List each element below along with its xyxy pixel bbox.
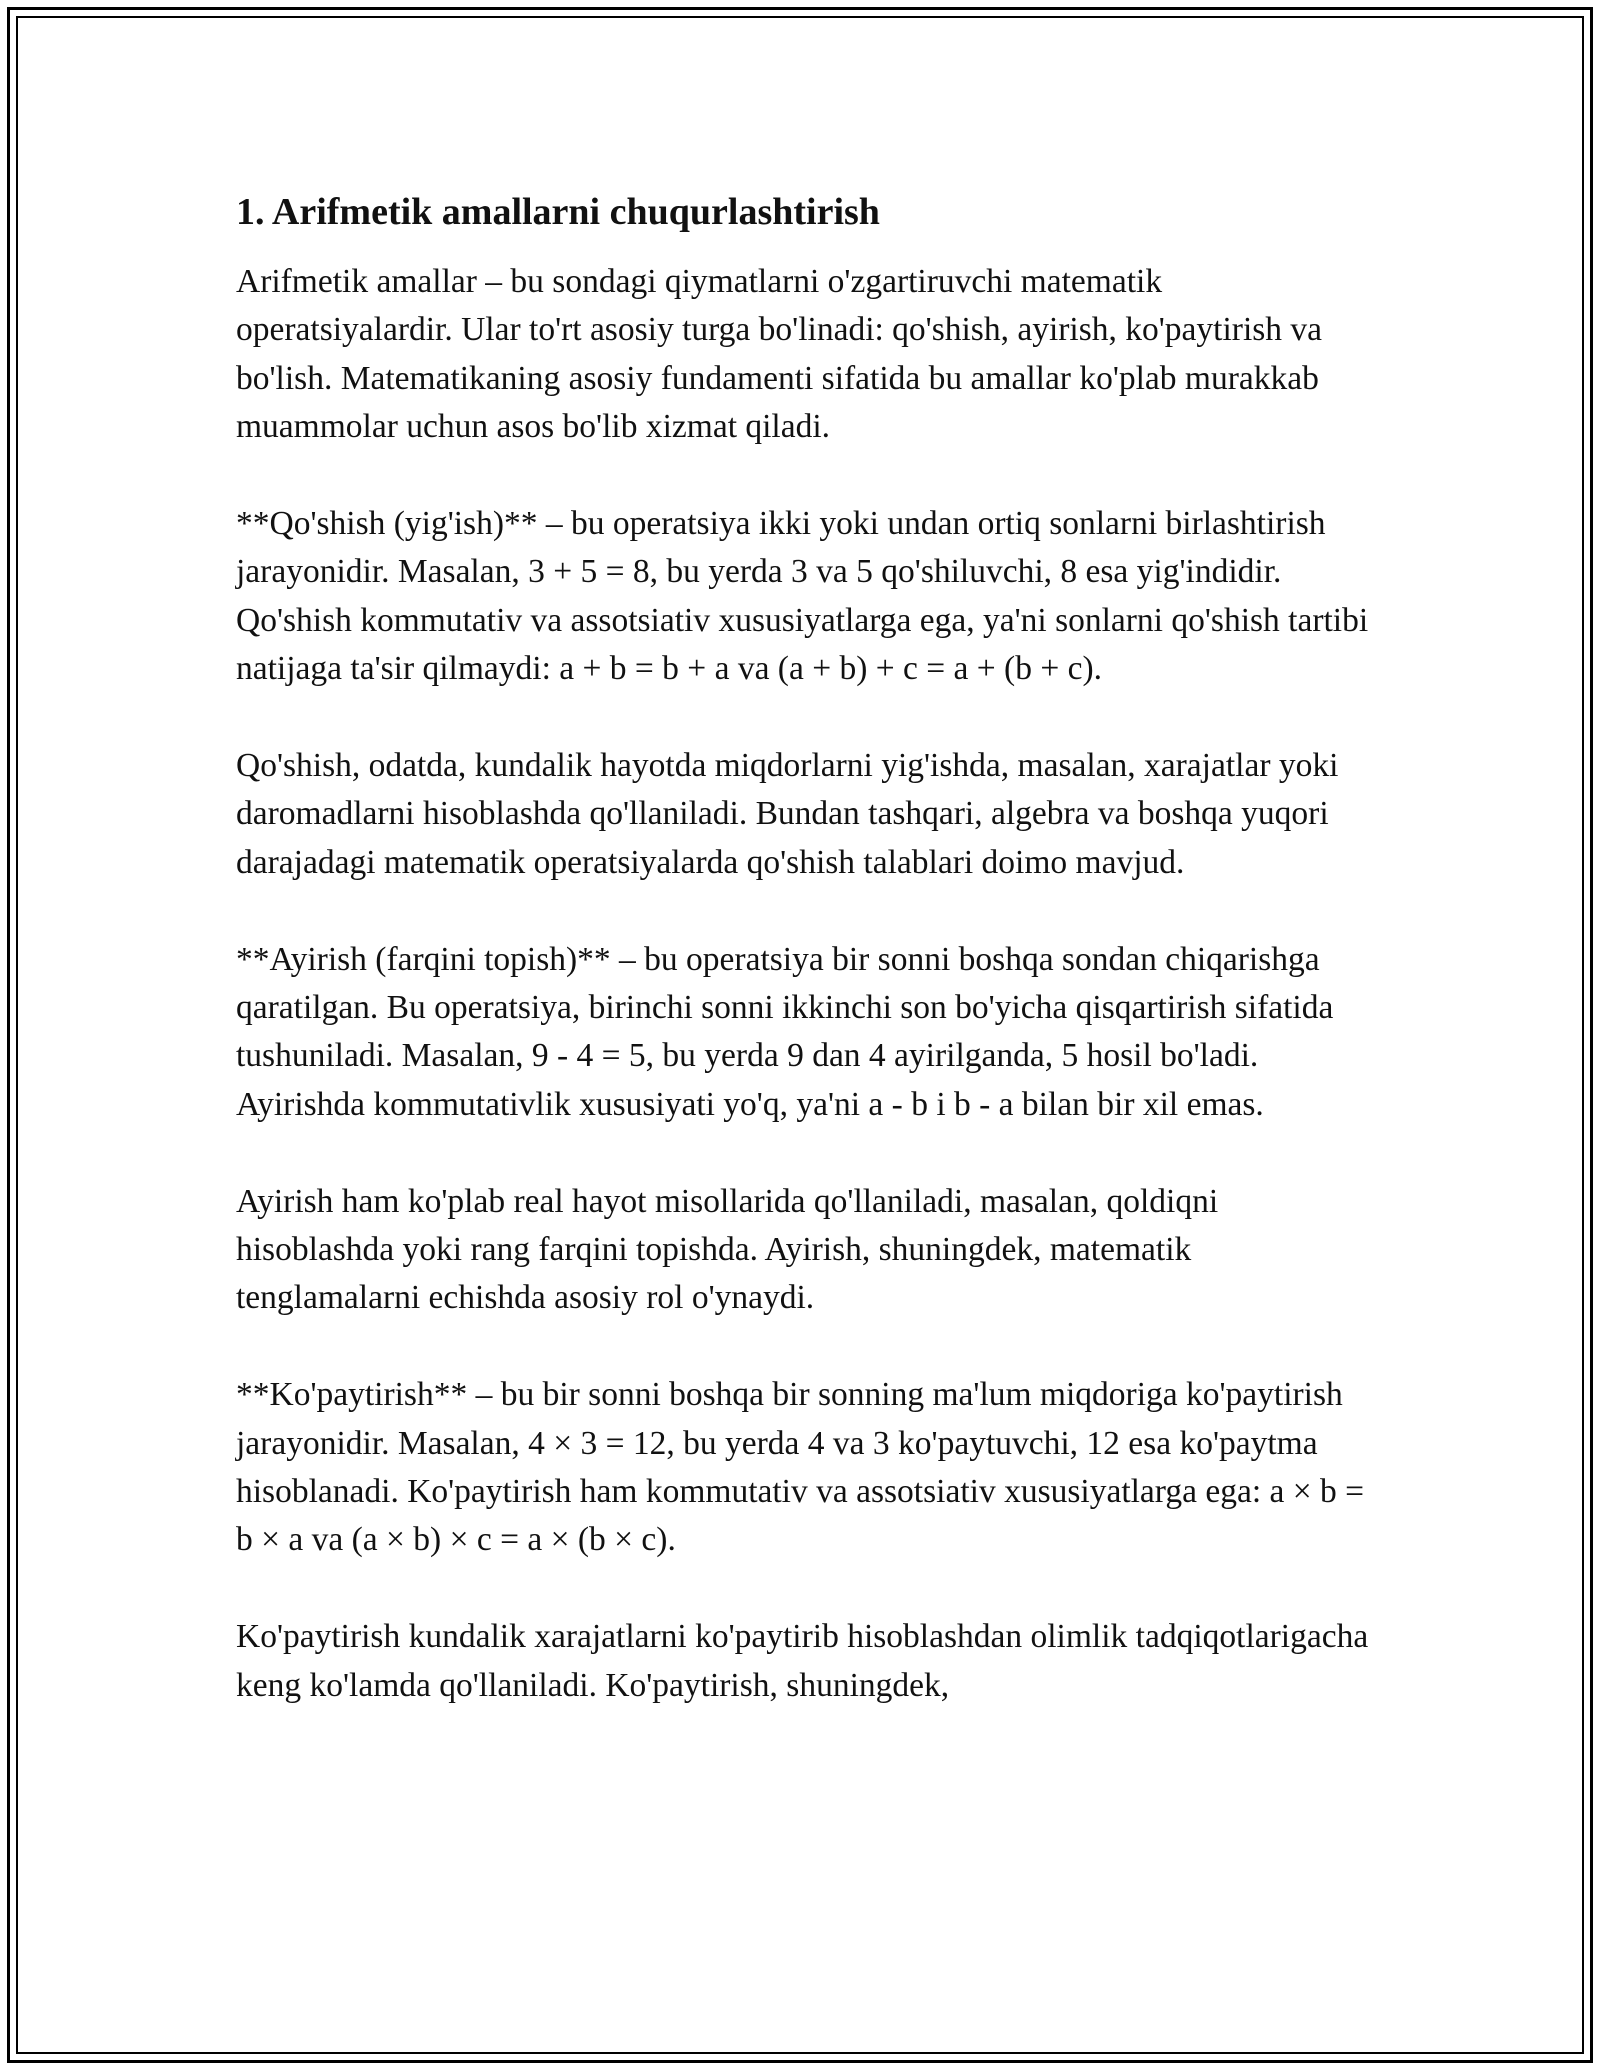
paragraph-subtraction-usage: Ayirish ham ko'plab real hayot misollarida qo'llaniladi, masalan, qoldiqni hisoblashda yoki rang farqini topishda. Ayirish, shuningdek, matematik tenglamalarni echishda asosiy rol o'ynaydi. — [236, 1182, 1219, 1317]
paragraph-addition: **Qo'shish (yig'ish)** – bu operatsiya ikki yoki undan ortiq sonlarni birlashtirish jarayonidir. Masalan, 3 + 5 = 8, bu yerda 3 va 5 qo'shiluvchi, 8 esa yig'indidir. Qo'shish kommutativ va assotsiativ xususiyatlarga ega, ya'ni sonlarni qo'shish tartibi natijaga ta'sir qilmaydi: a + b = b + a va (a + b) + c = a + (b + c). — [236, 505, 1369, 688]
section-heading: 1. Arifmetik amallarni chuqurlashtirish — [236, 191, 880, 233]
document-body — [236, 186, 1376, 1758]
paragraph-multiplication-usage: Ko'paytirish kundalik xarajatlarni ko'paytirib hisoblashdan olimlik tadqiqotlarigacha keng ko'lamda qo'llaniladi. Ko'paytirish, shuningdek, — [236, 1618, 1369, 1704]
paragraph-subtraction: **Ayirish (farqini topish)** – bu operatsiya bir sonni boshqa sondan chiqarishga qaratilgan. Bu operatsiya, birinchi sonni ikkinchi son bo'yicha qisqartirish sifatida tushuniladi. Masalan, 9 - 4 = 5, bu yerda 9 dan 4 ayirilganda, 5 hosil bo'ladi. Ayirishda kommutativlik xususiyati yo'q, ya'ni a - b i b - a bilan bir xil emas. — [236, 940, 1334, 1123]
paragraph-multiplication: **Ko'paytirish** – bu bir sonni boshqa bir sonning ma'lum miqdoriga ko'paytirish jarayonidir. Masalan, 4 × 3 = 12, bu yerda 4 va 3 ko'paytuvchi, 12 esa ko'paytma hisoblanadi. Ko'paytirish ham kommutativ va assotsiativ xususiyatlarga ega: a × b = b × a va (a × b) × c = a × (b × c). — [236, 1376, 1365, 1559]
paragraph-intro: Arifmetik amallar – bu sondagi qiymatlarni o'zgartiruvchi matematik operatsiyalardir. Ular to'rt asosiy turga bo'linadi: qo'shish, ayirish, ko'paytirish va bo'lish. Matematikaning asosiy fundamenti sifatida bu amallar ko'plab murakkab muammolar uchun asos bo'lib xizmat qiladi. — [236, 263, 1323, 446]
paragraph-addition-usage: Qo'shish, odatda, kundalik hayotda miqdorlarni yig'ishda, masalan, xarajatlar yoki daromadlarni hisoblashda qo'llaniladi. Bundan tashqari, algebra va boshqa yuqori darajadagi matematik operatsiyalarda qo'shish talablari doimo mavjud. — [236, 747, 1339, 881]
